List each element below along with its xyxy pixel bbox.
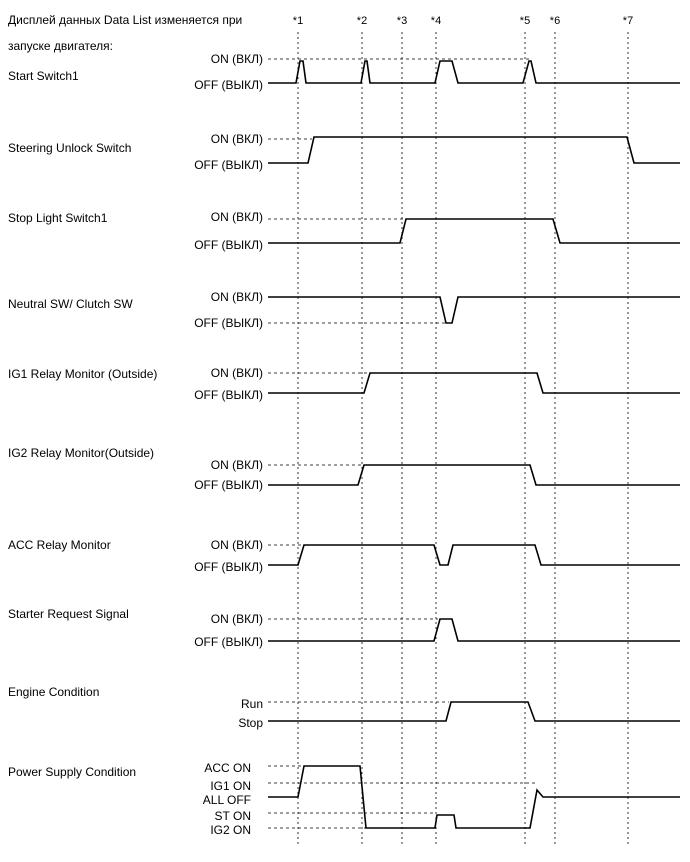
waveform bbox=[268, 219, 680, 243]
waveform bbox=[268, 766, 680, 828]
event-label-4: *4 bbox=[430, 15, 442, 27]
signal-name: Engine Condition bbox=[8, 685, 100, 699]
level-label: ON (ВКЛ) bbox=[210, 458, 263, 472]
signal-name: IG1 Relay Monitor (Outside) bbox=[8, 367, 158, 381]
level-label: ON (ВКЛ) bbox=[210, 538, 263, 552]
signal-name: Starter Request Signal bbox=[8, 607, 129, 621]
level-label: Run bbox=[240, 697, 263, 711]
waveform bbox=[268, 137, 680, 163]
level-label: Stop bbox=[238, 716, 263, 730]
waveform bbox=[268, 465, 680, 485]
level-label: OFF (ВЫКЛ) bbox=[194, 478, 263, 492]
waveform bbox=[268, 297, 680, 323]
level-label: ON (ВКЛ) bbox=[210, 290, 263, 304]
signal-start-switch1 bbox=[8, 52, 680, 92]
level-label: OFF (ВЫКЛ) bbox=[194, 316, 263, 330]
signal-name: Power Supply Condition bbox=[8, 765, 137, 779]
level-label: ALL OFF bbox=[202, 793, 251, 807]
waveform bbox=[268, 61, 680, 83]
signal-name: Stop Light Switch1 bbox=[8, 211, 108, 225]
signal-rows bbox=[8, 52, 680, 837]
level-label: OFF (ВЫКЛ) bbox=[194, 560, 263, 574]
level-label: OFF (ВЫКЛ) bbox=[194, 388, 263, 402]
signal-name: ACC Relay Monitor bbox=[8, 538, 111, 552]
signal-acc-relay-monitor bbox=[8, 538, 680, 574]
signal-starter-request-signal bbox=[8, 607, 680, 649]
signal-steering-unlock-switch bbox=[8, 132, 680, 172]
level-label: ON (ВКЛ) bbox=[210, 52, 263, 66]
event-label-3: *3 bbox=[396, 15, 408, 27]
waveform bbox=[268, 545, 680, 565]
signal-neutral-clutch-sw bbox=[8, 290, 680, 330]
level-label: OFF (ВЫКЛ) bbox=[194, 238, 263, 252]
signal-power-supply-condition bbox=[8, 761, 680, 837]
waveform bbox=[268, 373, 680, 393]
diagram-title-line1: Дисплей данных Data List изменяется при bbox=[8, 13, 243, 27]
signal-stop-light-switch1 bbox=[8, 210, 680, 252]
level-label: ON (ВКЛ) bbox=[210, 612, 263, 626]
event-label-2: *2 bbox=[356, 15, 368, 27]
signal-name: Steering Unlock Switch bbox=[8, 141, 132, 155]
waveform bbox=[268, 619, 680, 641]
signal-engine-condition bbox=[8, 685, 680, 730]
level-label: ST ON bbox=[214, 809, 251, 823]
signal-name: Start Switch1 bbox=[8, 69, 79, 83]
level-label: ON (ВКЛ) bbox=[210, 366, 263, 380]
level-label: IG2 ON bbox=[210, 823, 251, 837]
level-label: OFF (ВЫКЛ) bbox=[194, 78, 263, 92]
signal-ig1-relay-monitor bbox=[8, 366, 680, 402]
event-label-7: *7 bbox=[622, 15, 634, 27]
level-label: ACC ON bbox=[204, 761, 251, 775]
level-label: ON (ВКЛ) bbox=[210, 132, 263, 146]
waveform bbox=[268, 702, 680, 721]
event-label-1: *1 bbox=[292, 15, 304, 27]
diagram-title-line2: запуске двигателя: bbox=[8, 39, 114, 53]
level-label: OFF (ВЫКЛ) bbox=[194, 635, 263, 649]
level-label: IG1 ON bbox=[210, 779, 251, 793]
signal-ig2-relay-monitor bbox=[8, 446, 680, 492]
level-label: ON (ВКЛ) bbox=[210, 210, 263, 224]
event-label-5: *5 bbox=[519, 15, 531, 27]
signal-name: Neutral SW/ Clutch SW bbox=[8, 297, 133, 311]
event-label-6: *6 bbox=[549, 15, 561, 27]
level-label: OFF (ВЫКЛ) bbox=[194, 158, 263, 172]
signal-name: IG2 Relay Monitor(Outside) bbox=[8, 446, 155, 460]
